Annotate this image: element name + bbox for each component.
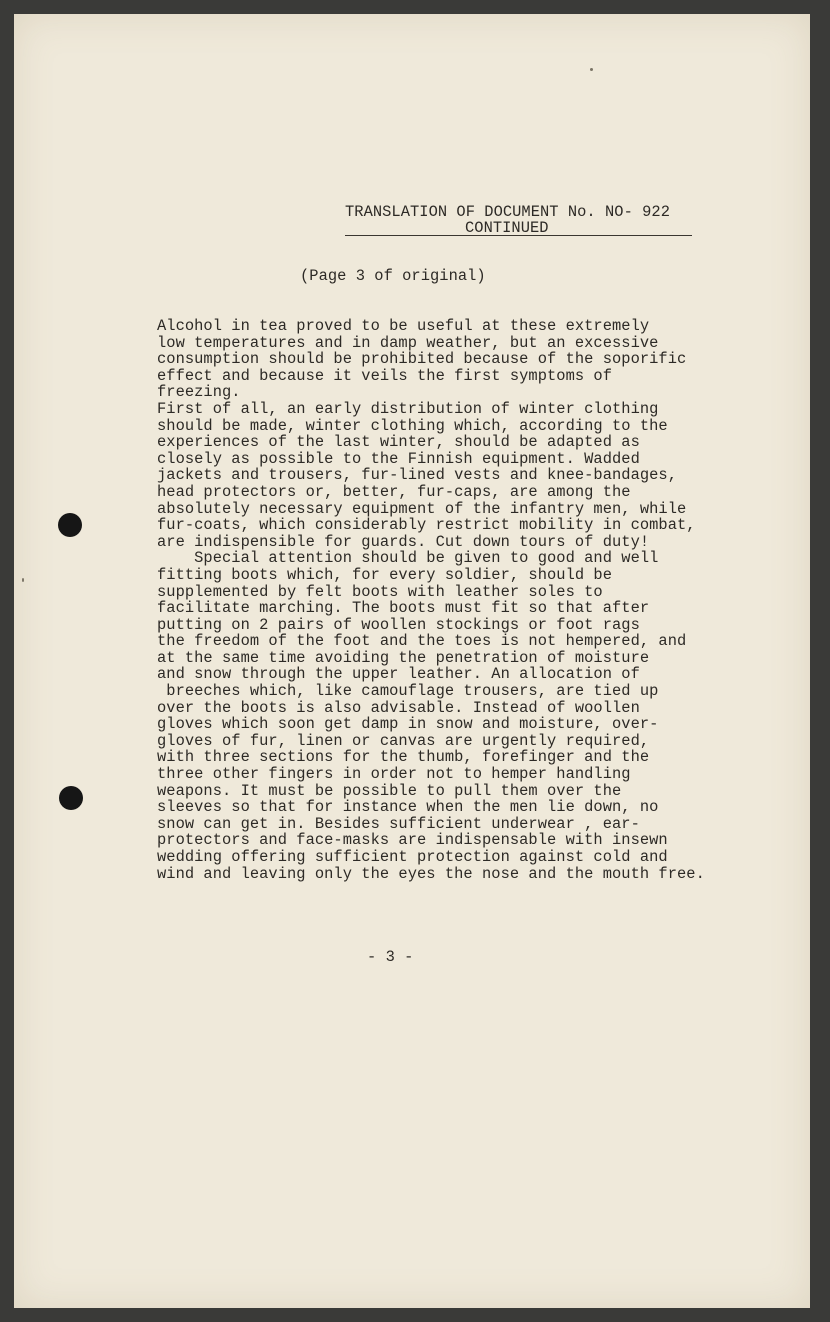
- body-line: with three sections for the thumb, forefinger and the: [157, 748, 650, 767]
- body-line: experiences of the last winter, should be adapted as: [157, 433, 640, 452]
- body-line: are indispensible for guards. Cut down tours of duty!: [157, 532, 650, 551]
- body-line: Alcohol in tea proved to be useful at these extremely: [157, 317, 650, 335]
- body-line: gloves of fur, linen or canvas are urgently required,: [157, 731, 650, 750]
- body-text: [157, 318, 757, 882]
- paper-speck: [22, 578, 24, 582]
- body-line: Special attention should be given to good and well: [157, 549, 659, 568]
- body-line: effect and because it veils the first symptoms of: [157, 366, 613, 385]
- body-line: facilitate marching. The boots must fit so that after: [157, 599, 650, 618]
- body-line: snow can get in. Besides sufficient underwear , ear-: [157, 814, 640, 833]
- body-line: supplemented by felt boots with leather soles to: [157, 582, 603, 601]
- body-line: and snow through the upper leather. An allocation of: [157, 665, 640, 684]
- body-line: jackets and trousers, fur-lined vests and knee-bandages,: [157, 466, 678, 485]
- body-line: sleeves so that for instance when the men lie down, no: [157, 798, 659, 817]
- paper-speck: [590, 68, 593, 71]
- body-line: weapons. It must be possible to pull them over the: [157, 781, 622, 800]
- page-reference: (Page 3 of original): [300, 267, 486, 285]
- body-line: absolutely necessary equipment of the infantry men, while: [157, 499, 687, 518]
- body-line: the freedom of the foot and the toes is not hempered, and: [157, 632, 687, 651]
- body-line: should be made, winter clothing which, according to the: [157, 416, 668, 435]
- body-line: First of all, an early distribution of winter clothing: [157, 399, 659, 418]
- document-title: TRANSLATION OF DOCUMENT No. NO- 922: [345, 203, 671, 221]
- body-line: putting on 2 pairs of woollen stockings or foot rags: [157, 615, 640, 634]
- body-line: wind and leaving only the eyes the nose and the mouth free.: [157, 864, 705, 883]
- body-line: head protectors or, better, fur-caps, are among the: [157, 482, 631, 501]
- document-subtitle: CONTINUED: [465, 219, 549, 237]
- body-line: fur-coats, which considerably restrict mobility in combat,: [157, 516, 696, 535]
- body-line: breeches which, like camouflage trousers, are tied up: [157, 682, 659, 701]
- binder-hole-lower: [59, 786, 83, 810]
- body-line: three other fingers in order not to hemper handling: [157, 765, 631, 784]
- body-line: freezing.: [157, 383, 241, 402]
- binder-hole-upper: [58, 513, 82, 537]
- body-line: gloves which soon get damp in snow and moisture, over-: [157, 715, 659, 734]
- page-number: - 3 -: [367, 948, 414, 966]
- body-line: closely as possible to the Finnish equipment. Wadded: [157, 449, 640, 468]
- body-line: fitting boots which, for every soldier, should be: [157, 565, 613, 584]
- body-line: at the same time avoiding the penetration of moisture: [157, 648, 650, 667]
- body-line: wedding offering sufficient protection against cold and: [157, 848, 668, 866]
- title-underline: [345, 235, 692, 236]
- body-line: consumption should be prohibited because of the soporific: [157, 350, 687, 369]
- body-line: protectors and face-masks are indispensable with insewn: [157, 831, 668, 850]
- body-line: low temperatures and in damp weather, but an excessive: [157, 333, 659, 352]
- body-line: over the boots is also advisable. Instead of woollen: [157, 698, 640, 717]
